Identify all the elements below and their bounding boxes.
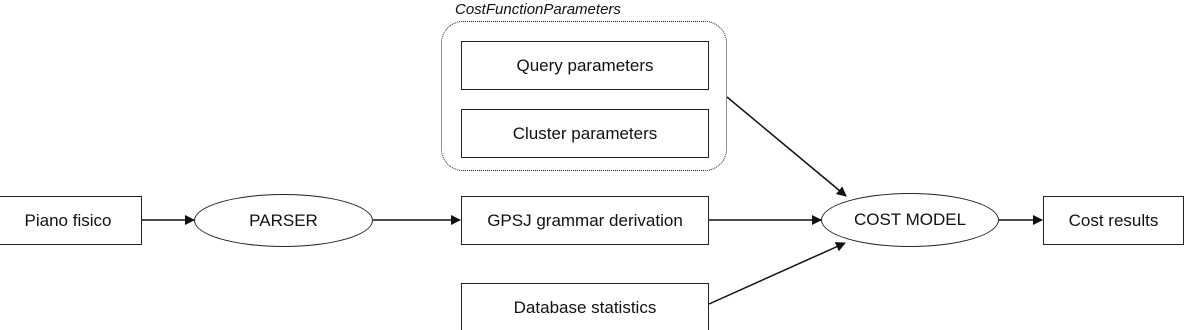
node-query-parameters: Query parameters	[461, 41, 709, 90]
node-parser: PARSER	[194, 194, 373, 247]
node-piano-fisico: Piano fisico	[0, 196, 142, 245]
node-cost-results: Cost results	[1043, 196, 1184, 245]
node-gpsj-grammar-derivation: GPSJ grammar derivation	[461, 196, 709, 245]
group-label-cost-function-parameters: CostFunctionParameters	[455, 1, 621, 18]
node-database-statistics: Database statistics	[461, 283, 709, 330]
node-cluster-parameters: Cluster parameters	[461, 109, 709, 158]
edge-params-to-costmodel	[727, 97, 846, 196]
edge-dbstats-to-costmodel	[709, 243, 845, 304]
node-cost-model: COST MODEL	[821, 193, 999, 247]
